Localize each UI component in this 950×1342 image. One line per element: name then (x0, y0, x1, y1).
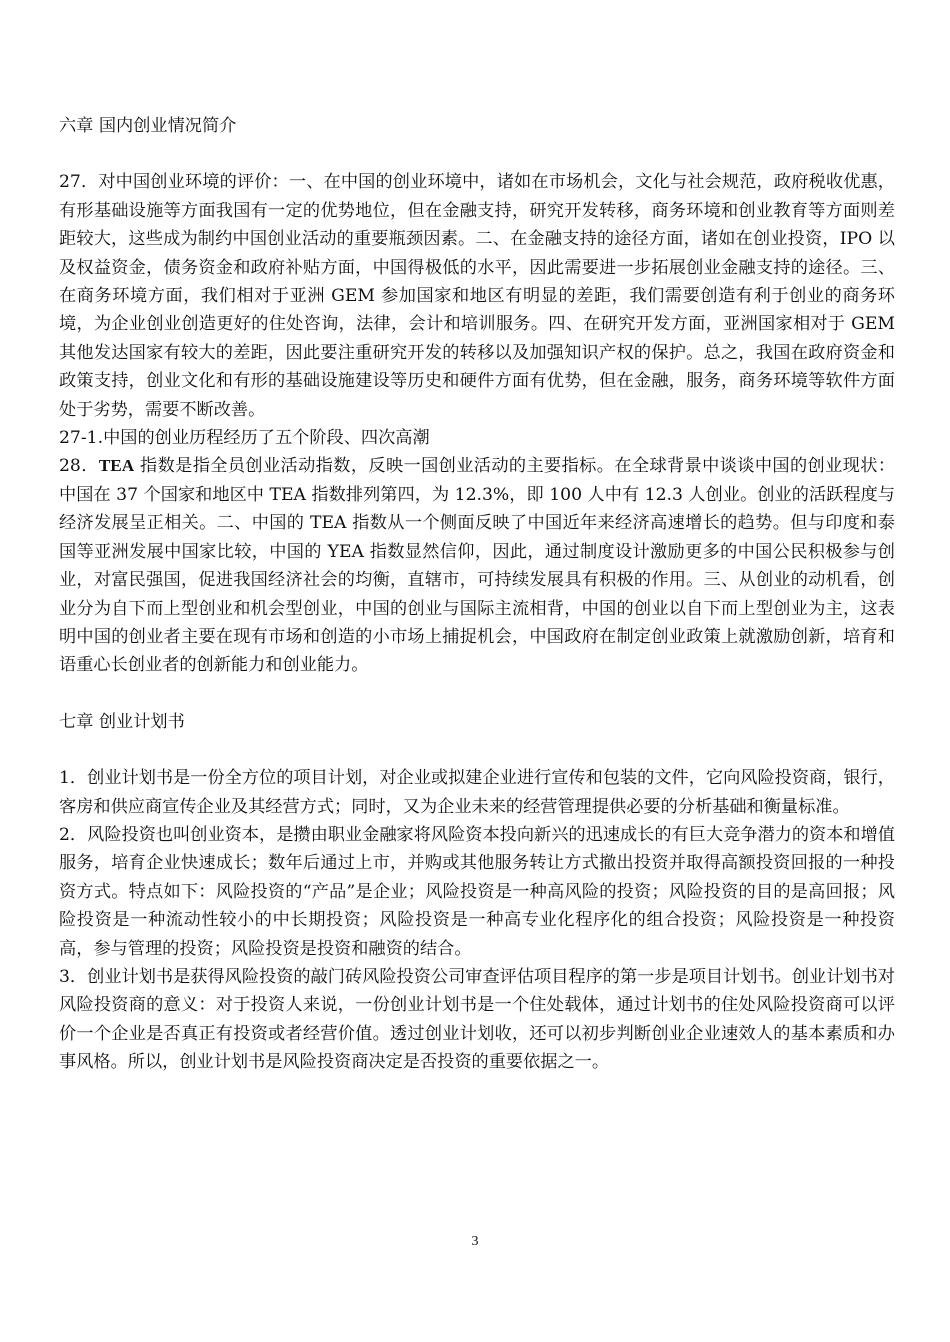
paragraph-28-text: 指数是指全员创业活动指数，反映一国创业活动的主要指标。在全球背景中谈谈中国的创业现状：中国在 37 个国家和地区中 TEA 指数排列第四，为 12.3%，即 100 人中有 12.3 人创业。创业的活跃程度与经济发展呈正相关。二、中国的 TEA 指数从一个侧面反映了中国近年来经济高速增长的趋势。但与印度和泰国等亚洲发展中国家比较，中国的 YEA 指数显然信仰，因此，通过制度设计激励更多的中国公民积极参与创业，对富民强国，促进我国经济社会的均衡，直辖市，可持续发展具有积极的作用。三、从创业的动机看，创业分为自下而上型创业和机会型创业，中国的创业与国际主流相背，中国的创业以自下而上型创业为主，这表明中国的创业者主要在现有市场和创造的小市场上捕捉机会，中国政府在制定创业政策上就激励创新，培育和语重心长创业者的创新能力和创业能力。 (59, 456, 896, 676)
paragraph-7-3: 3．创业计划书是获得风险投资的敲门砖风险投资公司审查评估项目程序的第一步是项目计划书。创业计划书对风险投资商的意义：对于投资人来说，一份创业计划书是一个住处载体，通过计划书的住处风险投资商可以评价一个企业是否真正有投资或者经营价值。透过创业计划收，还可以初步判断创业企业速效人的基本素质和办事风格。所以，创业计划书是风险投资商决定是否投资的重要依据之一。 (59, 966, 895, 1073)
page-number: 3 (471, 1234, 479, 1249)
chapter-7-heading: 七章 创业计划书 (59, 711, 185, 732)
tea-term: TEA (98, 456, 135, 476)
paragraph-27: 27．对中国创业环境的评价：一、在中国的创业环境中，诸如在市场机会，文化与社会规范，政府税收优惠，有形基础设施等方面我国有一定的优势地位，但在金融支持，研究开发转移，商务环境和创业教育等方面则差距较大，这些成为制约中国创业活动的重要瓶颈因素。二、在金融支持的途径方面，诸如在创业投资，IPO 以及权益资金，债务资金和政府补贴方面，中国得极低的水平，因此需要进一步拓展创业金融支持的途径。三、在商务环境方面，我们相对于亚洲 GEM 参加国家和地区有明显的差距，我们需要创造有利于创业的商务环境，为企业创业创造更好的住处咨询，法律，会计和培训服务。四、在研究开发方面，亚洲国家相对于 GEM 其他发达国家有较大的差距，因此要注重研究开发的转移以及加强知识产权的保护。总之，我国在政府资金和政策支持，创业文化和有形的基础设施建设等历史和硬件方面有优势，但在金融，服务，商务环境等软件方面处于劣势，需要不断改善。 (59, 172, 895, 420)
paragraph-7-1: 1．创业计划书是一份全方位的项目计划，对企业或拟建企业进行宣传和包装的文件，它向风险投资商，银行，客房和供应商宣传企业及其经营方式；同时，又为企业未来的经营管理提供必要的分析基础和衡量标准。 (59, 768, 895, 817)
chapter-6-heading: 六章 国内创业情况简介 (59, 116, 237, 136)
paragraph-28-number: 28． (59, 456, 99, 477)
document-page (59, 112, 895, 1077)
paragraph-7-2: 2．风险投资也叫创业资本，是攒由职业金融家将风险资本投向新兴的迅速成长的有巨大竞争潜力的资本和增值服务，培育企业快速成长；数年后通过上市，并购或其他服务转让方式撤出投资并取得高额投资回报的一种投资方式。特点如下：风险投资的“产品”是企业；风险投资是一种高风险的投资；风险投资的目的是高回报；风险投资是一种流动性较小的中长期投资；风险投资是一种高专业化程序化的组合投资；风险投资是一种投资高，参与管理的投资；风险投资是投资和融资的结合。 (59, 824, 895, 959)
paragraph-27-1: 27-1.中国的创业历程经历了五个阶段、四次高潮 (59, 428, 430, 449)
paragraph-28 (59, 452, 895, 679)
